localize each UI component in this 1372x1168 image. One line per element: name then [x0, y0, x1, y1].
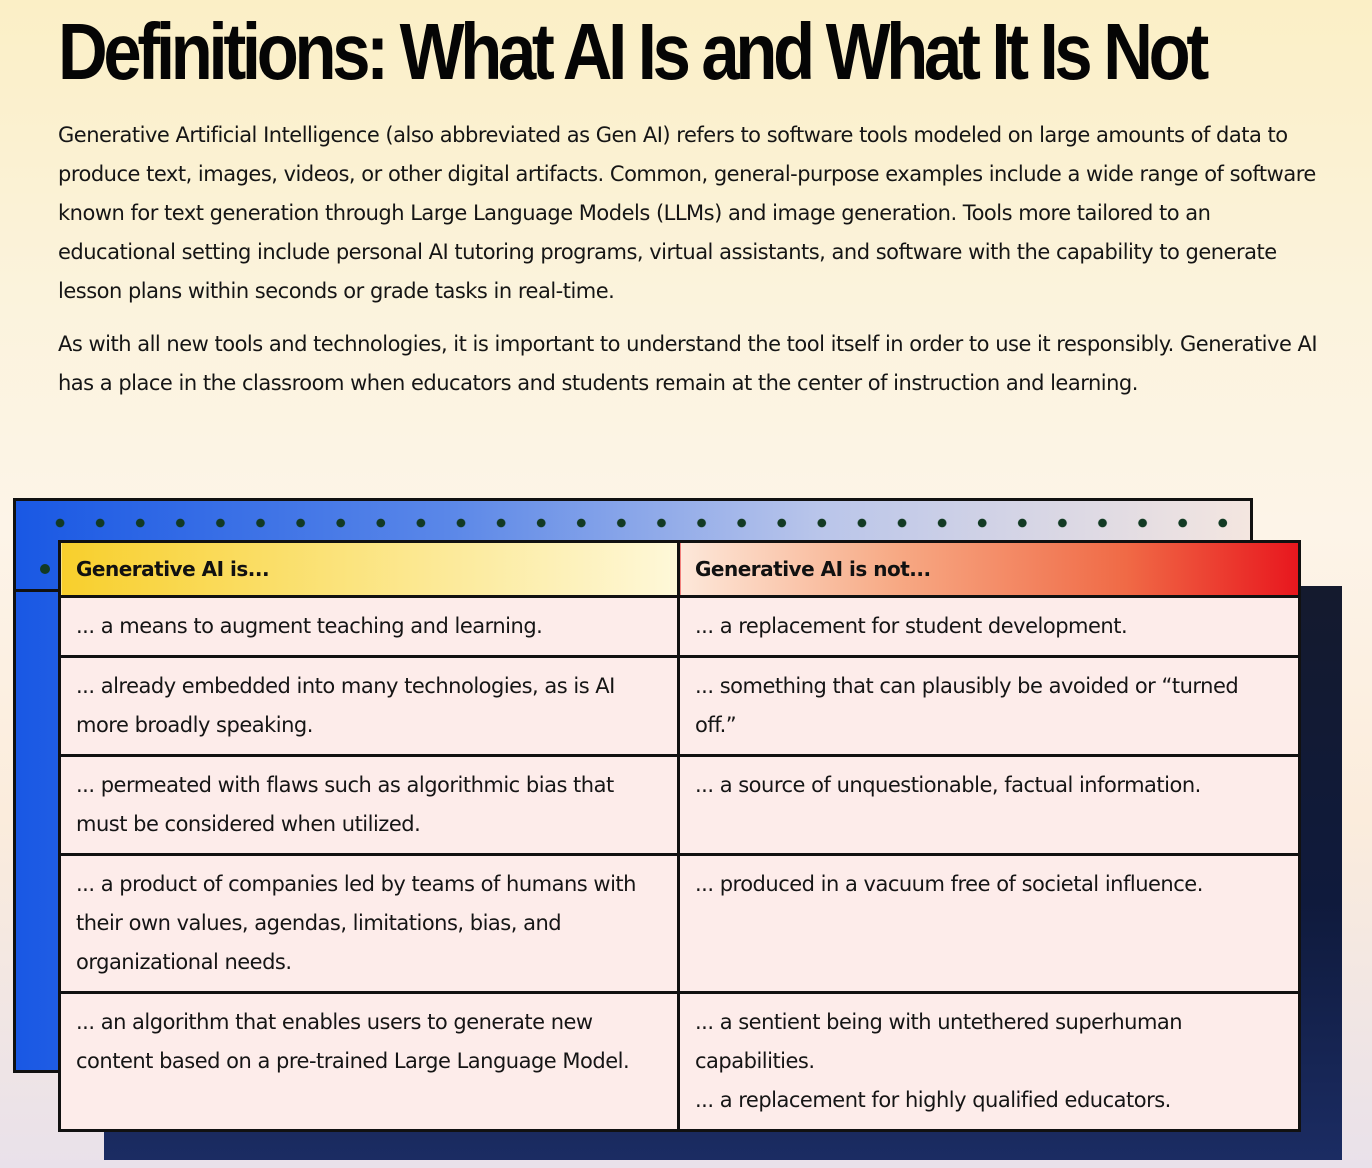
cell-is-not-line: ... a replacement for student development. — [695, 614, 1128, 638]
cell-is-not-line: ... a source of unquestionable, factual information. — [695, 773, 1201, 797]
dot-decoration — [40, 564, 50, 574]
dot-row-decoration — [40, 518, 1230, 528]
intro-paragraph: As with all new tools and technologies, it is important to understand the tool itself in order to use it responsibly. Generative AI has a place in the classroom when educators and students remain at the center of instruction and learning. — [58, 332, 1318, 395]
cell-is-not-line: ... produced in a vacuum free of societal influence. — [695, 872, 1203, 896]
column-header-is: Generative AI is... — [60, 542, 679, 597]
intro-paragraph: Generative Artificial Intelligence (also abbreviated as Gen AI) refers to software tools modeled on large amounts of data to produce text, images, videos, or other digital artifacts. Common, general-purpose examples include a wide range of software known for text generation through Large Language Models (LLMs) and image generation. Tools more tailored to an educational setting include personal AI tutoring programs, virtual assistants, and software with the capability to generate lesson plans within seconds or grade tasks in real-time. — [58, 123, 1316, 303]
cell-is-not — [679, 657, 1300, 756]
cell-is-not-line: ... a sentient being with untethered superhuman capabilities. — [695, 1010, 1183, 1073]
table-row — [60, 855, 1300, 993]
cell-is: ... permeated with flaws such as algorithmic bias that must be considered when utilized. — [60, 756, 679, 855]
cell-is-not — [679, 597, 1300, 657]
comparison-table — [58, 540, 1301, 1132]
column-header-is-not: Generative AI is not... — [679, 542, 1300, 597]
cell-is-not — [679, 993, 1300, 1131]
cell-is: ... a means to augment teaching and learning. — [60, 597, 679, 657]
table-header-row — [60, 542, 1300, 597]
table-row — [60, 993, 1300, 1131]
cell-is: ... a product of companies led by teams of humans with their own values, agendas, limitations, bias, and organizational needs. — [60, 855, 679, 993]
cell-is-not-line: ... a replacement for highly qualified educators. — [695, 1088, 1171, 1112]
page-title: Definitions: What AI Is and What It Is Not — [58, 7, 1205, 96]
cell-is-not — [679, 855, 1300, 993]
intro-text — [58, 116, 1318, 417]
table-row — [60, 657, 1300, 756]
cell-is-not-line: ... something that can plausibly be avoided or “turned off.” — [695, 674, 1239, 737]
cell-is-not — [679, 756, 1300, 855]
cell-is: ... an algorithm that enables users to generate new content based on a pre-trained Large Language Model. — [60, 993, 679, 1131]
table-row — [60, 597, 1300, 657]
cell-is: ... already embedded into many technologies, as is AI more broadly speaking. — [60, 657, 679, 756]
table-row — [60, 756, 1300, 855]
